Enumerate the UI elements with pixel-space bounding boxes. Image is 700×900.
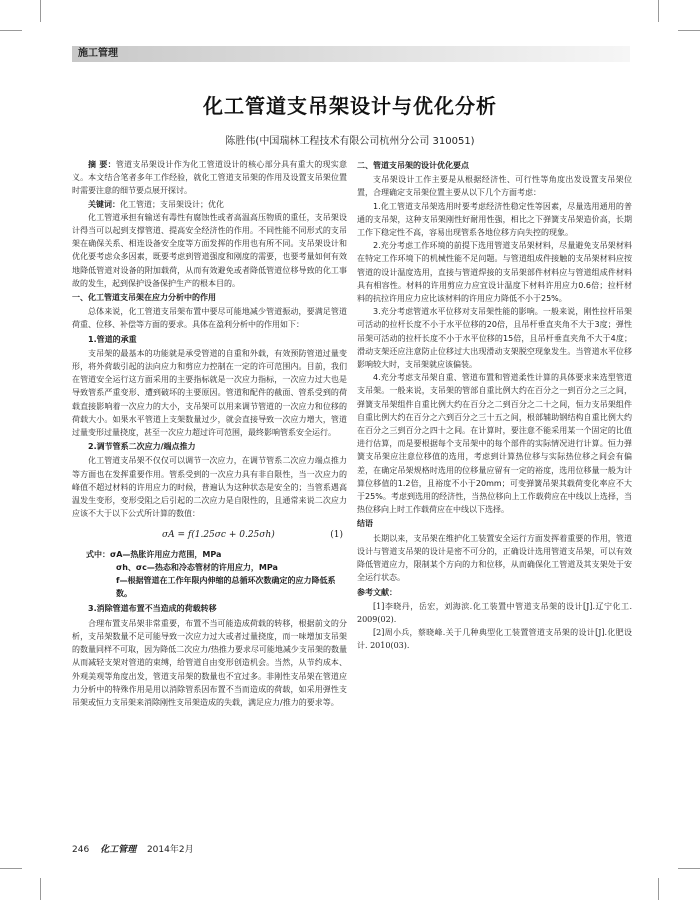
section-header-bar bbox=[72, 46, 630, 62]
subsection-heading: 3.消除管道布置不当造成的荷载转移 bbox=[88, 604, 217, 614]
crop-mark bbox=[678, 30, 700, 31]
crop-mark bbox=[0, 868, 22, 869]
paragraph: 总体来说，化工管道支吊架布置中要尽可能地减少管道振动，要满足管道荷重、位移、补偿等方面的要求。具体在盈利分析中的作用如下： bbox=[72, 307, 347, 330]
abstract bbox=[72, 158, 347, 198]
paragraph: 合理布置支吊架非常重要，布置不当可能造成荷载的转移，根据前文的分析，支吊架数量不足可能导致一次应力过大或者过量挠度，而一味增加支吊架的数量同样不可取，因为降低二次应力/热推力要求尽可能地减少支吊架的数量从而减轻支架对管道的束缚，给管道自由变形创造机会。当然，从节约成本、外观美观等角度出发，管道支吊架的数量也不宜过多。非刚性支吊架在管道应力分析中的特殊作用是用以消除管系因布置不当而造成的荷载，如采用弹性支吊架或恒力支吊架来消除刚性支吊架造成的失载，满足应力/推力的要求等。 bbox=[72, 618, 347, 707]
right-column bbox=[357, 158, 632, 653]
legend-line: f—根据管道在工作年限内伸缩的总循环次数确定的应力降低系数。 bbox=[116, 576, 336, 599]
page-footer bbox=[72, 842, 194, 855]
legend-line: σh、σc—热态和冷态管材的许用应力，MPa bbox=[116, 563, 278, 573]
intro-paragraph: 化工管道承担有输送有毒性有腐蚀性或者高温高压物质的重任，支吊架设计得当可以起到支撑管道、提高安全经济性的作用。不同性能不同形式的支吊架在确保关系、相连设备安全度等方面发挥的作用也有所不同。支吊架设计和优化要考虑众多因素，既要考虑到管道强度和刚度的需要，也要考量如何有效地降低管道对设备的附加载荷，从而有效避免或者降低管道位移导致的化工事故的发生，起到保护设备保护生产的根本目的。 bbox=[72, 212, 347, 288]
crop-mark bbox=[658, 878, 659, 900]
reference-item: [2]周小兵，蔡晓峰.关于几种典型化工装置管道支吊架的设计[J].化肥设计. 2010(03). bbox=[357, 628, 632, 651]
paragraph: 1.化工管道支吊架选用时要考虑经济性稳定性等因素，尽量选用通用的普通的支吊架，这种支吊架刚性好耐用性强，相比之下弹簧支吊架造价高，长期工作下稳定性不高，容易出现管系各地位移方向失控的现象。 bbox=[357, 201, 632, 238]
keywords-text: 化工管道；支吊架设计；优化 bbox=[120, 199, 224, 209]
left-column bbox=[72, 158, 347, 709]
paragraph: 化工管道支吊架不仅仅可以调节一次应力，在调节管系二次应力端点推力等方面也在发挥重要作用。管系受到的一次应力具有非自限性，当一次应力的峰值不超过材料的许用应力的时候，普遍认为这种状态是安全的；当管系遇高温发生变形，变形受阻之后引起的二次应力是自限性的，且通常来说二次应力应该不大于以下公式所计算的数值： bbox=[72, 456, 347, 519]
crop-mark bbox=[0, 30, 22, 31]
equation-number: (1) bbox=[330, 530, 343, 541]
abstract-label: 摘 要： bbox=[88, 159, 116, 169]
paragraph: 4.充分考虑支吊架自重、管道布置和管道柔性计算的具体要求来选型管道支吊架。一般来说，支吊架的管部自重比例大约在百分之一到百分之三之间，弹簧支吊架组件自重比例大约在百分之二到百分之二十之间，恒力支吊架组件自重比例大约在百分之六到百分之三十五之间，根部辅助钢结构自重比例大约在百分之三到百分之四十之间。在计算时，要注意不能采用某一个固定的比值进行估算，而是要根据每个支吊架中的每个部件的实际情况进行计算。恒力弹簧支吊架应注意位移值的选用，考虑到计算热位移与实际热位移之间会有偏差，在确定吊架规格时选用的位移量应留有一定的裕度，选用位移量一般为计算位移值的1.2倍，且裕度不小于20mm；可变弹簧吊架其载荷变化率应不大于25%。考虑到选用的经济性，当热位移向上工作载荷应在中线以上选择，当热位移向上时工作载荷应在中线以下选择。 bbox=[357, 373, 632, 515]
section-label: 施工管理 bbox=[78, 48, 118, 59]
equation bbox=[72, 526, 347, 546]
article-author: 陈胜伟(中国瑞林工程技术有限公司杭州分公司 310051) bbox=[225, 136, 475, 147]
subsection-heading: 2.调节管系二次应力/端点推力 bbox=[88, 442, 196, 452]
formula-legend bbox=[72, 548, 347, 600]
crop-mark bbox=[658, 0, 659, 22]
page-number: 246 bbox=[72, 845, 90, 855]
crop-mark bbox=[678, 868, 700, 869]
paragraph: 长期以来，支吊架在维护化工装置安全运行方面发挥着重要的作用，管道设计与管道支吊架的设计是密不可分的，正确设计选用管道支吊架，可以有效降低管道应力，限制某个方向的力和位移，从而确保化工管道及其支架处于安全运行状态。 bbox=[357, 533, 632, 583]
paragraph: 2.充分考虑工作环境的前提下选用管道支吊架材料，尽量避免支吊架材料在特定工作环境下的机械性能不足问题。与管道组成件接触的支吊架材料应按管道的设计温度选用，直接与管道焊接的支吊架部件材料应与管道组成件材料具有相容性。材料的许用剪应力应宜设计温度下材料许用应力0.6倍；拉杆材料的抗拉许用应力应比该材料的许用应力降低不小于25%。 bbox=[357, 241, 632, 304]
references-heading: 参考文献： bbox=[357, 587, 397, 597]
paragraph: 支吊架设计工作主要是从根据经济性、可行性等角度出发设置支吊架位置，合理确定支吊架位置主要从以下几个方面考虑： bbox=[357, 175, 632, 198]
paragraph: 支吊架的最基本的功能就是承受管道的自重和外载，有效预防管道过量变形，将外荷载引起的法向应力和剪应力控制在一定的许可范围内。目前，我们在管道安全运行这方面采用的主要指标就是一次应力指标，一次应力过大也是导致管系严重变形、遭到破坏的主要原因。管道和配件的截面、管系受到的荷载直接影响着一次应力的大小，支吊架可以用来调节管道的一次应力和位移的荷载大小。如果水平管道上支架数量过少，就会直接导致一次应力增大，管道过量变形过量挠度，甚至一次应力超过许可范围，最终影响管系安全运行。 bbox=[72, 348, 347, 438]
legend-line: 式中：σA—热胀许用应力范围，MPa bbox=[86, 550, 222, 560]
section-heading: 一、化工管道支吊架在应力分析中的作用 bbox=[72, 293, 216, 303]
paragraph: 3.充分考虑管道水平位移对支吊架性能的影响。一般来说，刚性拉杆吊架可活动的拉杆长度不小于水平位移的20倍，且吊杆垂直夹角不大于3度；弹性吊架可活动的拉杆长度不小于水平位移的15倍，且吊杆垂直夹角不大于4度；滑动支架还应注意防止位移过大出现滑动支架脱空现象发生。当管道水平位移影响较大时，支吊架就应该偏装。 bbox=[357, 307, 632, 370]
crop-mark bbox=[40, 878, 41, 900]
subsection-heading: 1.管道的承重 bbox=[88, 334, 137, 344]
formula: σA = f(1.25σc + 0.25σh) bbox=[162, 530, 275, 541]
section-heading: 结语 bbox=[357, 519, 373, 529]
keywords-label: 关键词： bbox=[88, 198, 120, 209]
issue-date: 2014年2月 bbox=[146, 845, 194, 855]
crop-mark bbox=[40, 0, 41, 22]
reference-item: [1]李晓丹，岳宏，刘海滨.化工装置中管道支吊架的设计[J].辽宁化工. 2009(02). bbox=[357, 601, 632, 624]
abstract-text: 管道支吊架设计作为化工管道设计的核心部分具有重大的现实意义。本文结合笔者多年工作经验，就化工管道支吊架的作用及设置支吊架位置时需要注意的细节要点展开探讨。 bbox=[72, 160, 347, 196]
keywords bbox=[72, 198, 347, 211]
section-heading: 二、管道支吊架的设计优化要点 bbox=[357, 161, 469, 170]
magazine-name: 化工管理 bbox=[100, 845, 137, 855]
article-title: 化工管道支吊架设计与优化分析 bbox=[203, 94, 497, 118]
